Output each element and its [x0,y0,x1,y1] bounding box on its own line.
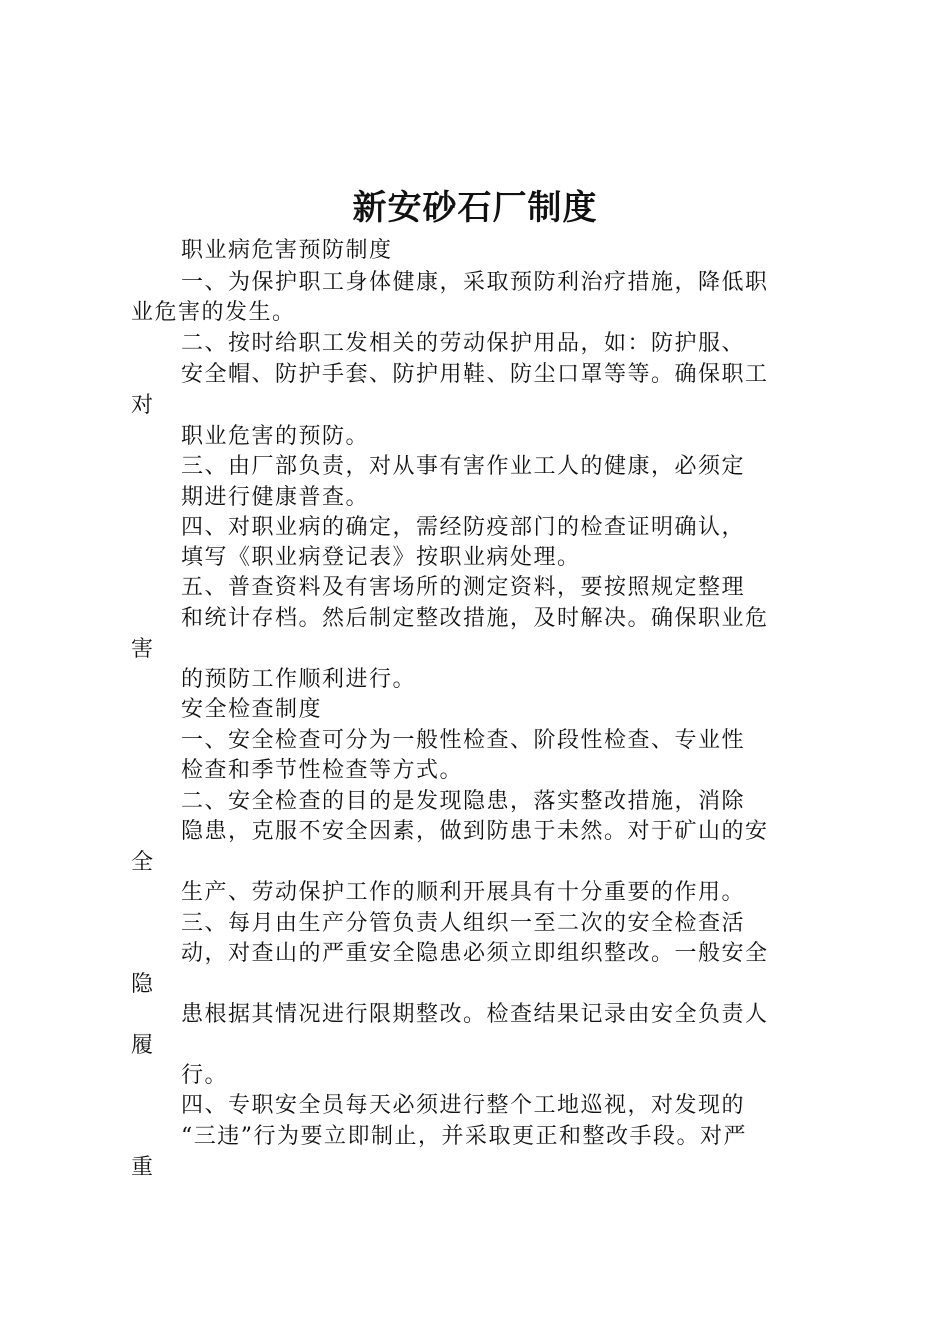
text-line: 五、普查资料及有害场所的测定资料，要按照规定整理 [181,575,746,600]
text-line: 害 [131,637,155,662]
text-line: 职业危害的预防。 [181,424,370,449]
text-line: 安全帽、防护手套、防护用鞋、防尘口罩等等。确保职工 [181,362,769,387]
text-line: 履 [131,1033,155,1058]
text-line: 四、对职业病的确定，需经防疫部门的检查证明确认， [181,515,746,540]
text-line: 三、每月由生产分管负责人组织一至二次的安全检查活 [181,911,746,936]
text-line: 隐 [131,972,155,997]
text-line: 的预防工作顺利进行。 [181,667,417,692]
text-line: 重 [131,1155,155,1180]
section-heading: 安全检查制度 [181,697,323,722]
text-line: 动，对查山的严重安全隐患必须立即组织整改。一般安全 [181,941,769,966]
text-line: 行。 [181,1063,229,1088]
text-line: 隐患，克服不安全因素，做到防患于未然。对于矿山的安 [181,819,769,844]
text-line: 二、按时给职工发相关的劳动保护用品，如：防护服、 [181,331,746,356]
text-line: 全 [131,850,155,875]
text-line: 检查和季节性检查等方式。 [181,758,464,783]
text-line: 生产、劳动保护工作的顺利开展具有十分重要的作用。 [181,880,746,905]
section-heading: 职业病危害预防制度 [181,238,393,263]
text-line: 业危害的发生。 [131,300,296,325]
text-line: 患根据其情况进行限期整改。检查结果记录由安全负责人 [181,1002,769,1027]
text-line: 一、为保护职工身体健康，采取预防利治疗措施，降低职 [181,270,769,295]
text-line: “三违”行为要立即制止，并采取更正和整改手段。对严 [181,1124,747,1149]
text-line: 和统计存档。然后制定整改措施，及时解决。确保职业危 [181,606,769,631]
text-line: 对 [131,393,155,418]
document-title: 新安砂石厂制度 [352,188,598,228]
text-line: 填写《职业病登记表》按职业病处理。 [181,545,581,570]
text-line: 期进行健康普查。 [181,485,370,510]
text-line: 四、专职安全员每天必须进行整个工地巡视，对发现的 [181,1093,746,1118]
text-line: 二、安全检查的目的是发现隐患，落实整改措施，消除 [181,789,746,814]
text-line: 一、安全检查可分为一般性检查、阶段性检查、专业性 [181,728,746,753]
text-line: 三、由厂部负责，对从事有害作业工人的健康，必须定 [181,454,746,479]
